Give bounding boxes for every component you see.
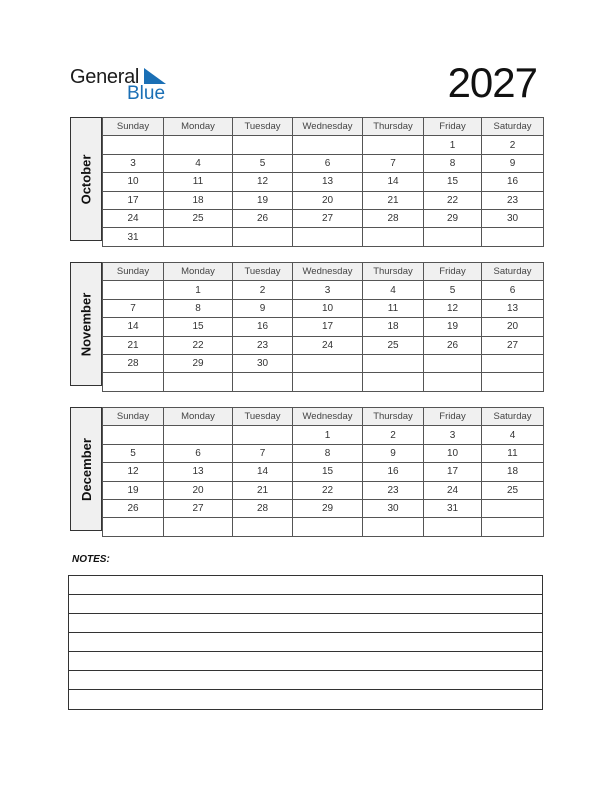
day-cell bbox=[293, 518, 363, 536]
day-cell: 10 bbox=[103, 173, 164, 191]
day-cell: 20 bbox=[482, 318, 544, 336]
day-cell: 7 bbox=[233, 444, 293, 462]
day-cell bbox=[424, 518, 482, 536]
day-cell: 12 bbox=[233, 173, 293, 191]
day-cell bbox=[363, 518, 424, 536]
month-name: November bbox=[78, 292, 94, 356]
day-cell: 8 bbox=[293, 444, 363, 462]
weekday-header: Monday bbox=[164, 263, 233, 281]
day-cell bbox=[233, 373, 293, 391]
day-cell: 16 bbox=[233, 318, 293, 336]
day-cell: 17 bbox=[424, 463, 482, 481]
day-cell: 12 bbox=[424, 299, 482, 317]
day-cell: 30 bbox=[363, 499, 424, 517]
day-cell: 25 bbox=[363, 336, 424, 354]
weekday-header: Monday bbox=[164, 118, 233, 136]
weekday-header: Tuesday bbox=[233, 408, 293, 426]
day-cell bbox=[293, 373, 363, 391]
day-cell: 21 bbox=[103, 336, 164, 354]
day-cell: 12 bbox=[103, 463, 164, 481]
notes-line[interactable] bbox=[69, 595, 542, 614]
day-cell: 6 bbox=[293, 154, 363, 172]
month-label-panel bbox=[70, 117, 102, 241]
week-row bbox=[103, 136, 544, 154]
day-cell: 20 bbox=[293, 191, 363, 209]
day-cell: 3 bbox=[293, 281, 363, 299]
week-row bbox=[103, 299, 544, 317]
day-cell bbox=[103, 373, 164, 391]
day-cell bbox=[424, 228, 482, 246]
day-cell: 1 bbox=[424, 136, 482, 154]
day-cell: 14 bbox=[363, 173, 424, 191]
triangle-logo-icon bbox=[144, 68, 166, 84]
day-cell bbox=[424, 354, 482, 372]
day-cell bbox=[293, 228, 363, 246]
weekday-header: Wednesday bbox=[293, 118, 363, 136]
weekday-header: Sunday bbox=[103, 263, 164, 281]
day-cell: 3 bbox=[424, 426, 482, 444]
day-cell bbox=[103, 426, 164, 444]
day-cell: 4 bbox=[164, 154, 233, 172]
day-cell: 19 bbox=[424, 318, 482, 336]
weekday-header: Friday bbox=[424, 408, 482, 426]
month-grid bbox=[102, 407, 544, 537]
day-cell: 16 bbox=[482, 173, 544, 191]
week-row bbox=[103, 426, 544, 444]
day-cell: 22 bbox=[164, 336, 233, 354]
month-block-november bbox=[70, 262, 543, 386]
day-cell: 10 bbox=[293, 299, 363, 317]
day-cell: 5 bbox=[233, 154, 293, 172]
day-cell: 17 bbox=[103, 191, 164, 209]
day-cell: 20 bbox=[164, 481, 233, 499]
weekday-header: Sunday bbox=[103, 118, 164, 136]
month-label-panel bbox=[70, 407, 102, 531]
day-cell: 7 bbox=[363, 154, 424, 172]
weekday-header: Saturday bbox=[482, 118, 544, 136]
day-cell: 13 bbox=[482, 299, 544, 317]
notes-line[interactable] bbox=[69, 576, 542, 595]
day-cell: 31 bbox=[424, 499, 482, 517]
week-row bbox=[103, 281, 544, 299]
day-cell: 27 bbox=[164, 499, 233, 517]
week-row bbox=[103, 154, 544, 172]
weekday-header-row bbox=[103, 263, 544, 281]
day-cell: 27 bbox=[293, 209, 363, 227]
day-cell bbox=[164, 426, 233, 444]
month-label-panel bbox=[70, 262, 102, 386]
day-cell: 15 bbox=[293, 463, 363, 481]
day-cell bbox=[164, 228, 233, 246]
month-name: December bbox=[78, 437, 94, 501]
day-cell bbox=[363, 136, 424, 154]
day-cell: 21 bbox=[363, 191, 424, 209]
week-row bbox=[103, 336, 544, 354]
weekday-header: Wednesday bbox=[293, 263, 363, 281]
day-cell: 18 bbox=[482, 463, 544, 481]
brand-name-general: General bbox=[70, 66, 140, 88]
day-cell: 30 bbox=[482, 209, 544, 227]
day-cell bbox=[103, 281, 164, 299]
day-cell: 4 bbox=[363, 281, 424, 299]
day-cell: 24 bbox=[293, 336, 363, 354]
day-cell: 6 bbox=[164, 444, 233, 462]
day-cell bbox=[293, 354, 363, 372]
month-name: October bbox=[78, 154, 94, 204]
weekday-header: Sunday bbox=[103, 408, 164, 426]
month-grid bbox=[102, 117, 544, 247]
week-row bbox=[103, 209, 544, 227]
weekday-header: Monday bbox=[164, 408, 233, 426]
day-cell bbox=[164, 373, 233, 391]
day-cell: 28 bbox=[233, 499, 293, 517]
day-cell: 28 bbox=[363, 209, 424, 227]
day-cell: 21 bbox=[233, 481, 293, 499]
day-cell: 2 bbox=[363, 426, 424, 444]
day-cell bbox=[164, 136, 233, 154]
brand-logo bbox=[70, 66, 170, 106]
day-cell: 29 bbox=[424, 209, 482, 227]
day-cell: 3 bbox=[103, 154, 164, 172]
day-cell: 23 bbox=[482, 191, 544, 209]
day-cell: 10 bbox=[424, 444, 482, 462]
week-row bbox=[103, 373, 544, 391]
weekday-header: Saturday bbox=[482, 408, 544, 426]
day-cell: 15 bbox=[424, 173, 482, 191]
day-cell: 4 bbox=[482, 426, 544, 444]
day-cell: 8 bbox=[164, 299, 233, 317]
day-cell: 9 bbox=[482, 154, 544, 172]
weekday-header: Thursday bbox=[363, 118, 424, 136]
day-cell bbox=[233, 136, 293, 154]
week-row bbox=[103, 173, 544, 191]
weekday-header: Thursday bbox=[363, 263, 424, 281]
weekday-header: Wednesday bbox=[293, 408, 363, 426]
day-cell: 26 bbox=[103, 499, 164, 517]
weekday-header: Friday bbox=[424, 263, 482, 281]
day-cell: 25 bbox=[164, 209, 233, 227]
week-row bbox=[103, 191, 544, 209]
week-row bbox=[103, 354, 544, 372]
week-row bbox=[103, 444, 544, 462]
day-cell bbox=[103, 136, 164, 154]
month-block-october bbox=[70, 117, 543, 241]
day-cell bbox=[482, 354, 544, 372]
day-cell: 15 bbox=[164, 318, 233, 336]
day-cell: 9 bbox=[363, 444, 424, 462]
weekday-header: Friday bbox=[424, 118, 482, 136]
day-cell bbox=[363, 354, 424, 372]
day-cell: 22 bbox=[424, 191, 482, 209]
month-block-december bbox=[70, 407, 543, 531]
notes-line[interactable] bbox=[69, 652, 542, 671]
day-cell: 1 bbox=[164, 281, 233, 299]
day-cell: 2 bbox=[233, 281, 293, 299]
weekday-header-row bbox=[103, 408, 544, 426]
day-cell: 27 bbox=[482, 336, 544, 354]
day-cell: 29 bbox=[164, 354, 233, 372]
day-cell: 24 bbox=[424, 481, 482, 499]
day-cell: 5 bbox=[424, 281, 482, 299]
day-cell: 30 bbox=[233, 354, 293, 372]
day-cell: 5 bbox=[103, 444, 164, 462]
day-cell: 9 bbox=[233, 299, 293, 317]
brand-name-blue: Blue bbox=[127, 83, 166, 104]
week-row bbox=[103, 228, 544, 246]
day-cell: 14 bbox=[103, 318, 164, 336]
weekday-header: Saturday bbox=[482, 263, 544, 281]
weekday-header-row bbox=[103, 118, 544, 136]
day-cell bbox=[233, 228, 293, 246]
weekday-header: Thursday bbox=[363, 408, 424, 426]
day-cell: 29 bbox=[293, 499, 363, 517]
day-cell: 2 bbox=[482, 136, 544, 154]
day-cell: 31 bbox=[103, 228, 164, 246]
day-cell: 18 bbox=[363, 318, 424, 336]
notes-line[interactable] bbox=[69, 690, 542, 709]
day-cell: 19 bbox=[103, 481, 164, 499]
day-cell: 17 bbox=[293, 318, 363, 336]
month-grid bbox=[102, 262, 544, 392]
weekday-header: Tuesday bbox=[233, 118, 293, 136]
day-cell: 22 bbox=[293, 481, 363, 499]
day-cell bbox=[103, 518, 164, 536]
day-cell bbox=[424, 373, 482, 391]
calendar-year: 2027 bbox=[447, 59, 537, 106]
notes-label: NOTES: bbox=[72, 554, 110, 565]
notes-line[interactable] bbox=[69, 671, 542, 690]
day-cell: 8 bbox=[424, 154, 482, 172]
day-cell: 28 bbox=[103, 354, 164, 372]
day-cell: 25 bbox=[482, 481, 544, 499]
week-row bbox=[103, 481, 544, 499]
day-cell bbox=[233, 426, 293, 444]
day-cell bbox=[164, 518, 233, 536]
day-cell bbox=[363, 373, 424, 391]
day-cell: 23 bbox=[233, 336, 293, 354]
notes-line[interactable] bbox=[69, 614, 542, 633]
day-cell bbox=[363, 228, 424, 246]
notes-line[interactable] bbox=[69, 633, 542, 652]
notes-box bbox=[68, 575, 543, 710]
week-row bbox=[103, 518, 544, 536]
day-cell: 23 bbox=[363, 481, 424, 499]
day-cell bbox=[482, 373, 544, 391]
day-cell bbox=[233, 518, 293, 536]
day-cell: 13 bbox=[293, 173, 363, 191]
week-row bbox=[103, 499, 544, 517]
day-cell: 11 bbox=[164, 173, 233, 191]
day-cell: 26 bbox=[424, 336, 482, 354]
day-cell: 7 bbox=[103, 299, 164, 317]
day-cell: 1 bbox=[293, 426, 363, 444]
day-cell: 11 bbox=[482, 444, 544, 462]
week-row bbox=[103, 318, 544, 336]
day-cell: 13 bbox=[164, 463, 233, 481]
day-cell: 24 bbox=[103, 209, 164, 227]
day-cell bbox=[293, 136, 363, 154]
week-row bbox=[103, 463, 544, 481]
day-cell: 14 bbox=[233, 463, 293, 481]
day-cell: 19 bbox=[233, 191, 293, 209]
day-cell: 6 bbox=[482, 281, 544, 299]
day-cell bbox=[482, 499, 544, 517]
day-cell bbox=[482, 518, 544, 536]
day-cell bbox=[482, 228, 544, 246]
day-cell: 18 bbox=[164, 191, 233, 209]
day-cell: 11 bbox=[363, 299, 424, 317]
day-cell: 16 bbox=[363, 463, 424, 481]
weekday-header: Tuesday bbox=[233, 263, 293, 281]
day-cell: 26 bbox=[233, 209, 293, 227]
